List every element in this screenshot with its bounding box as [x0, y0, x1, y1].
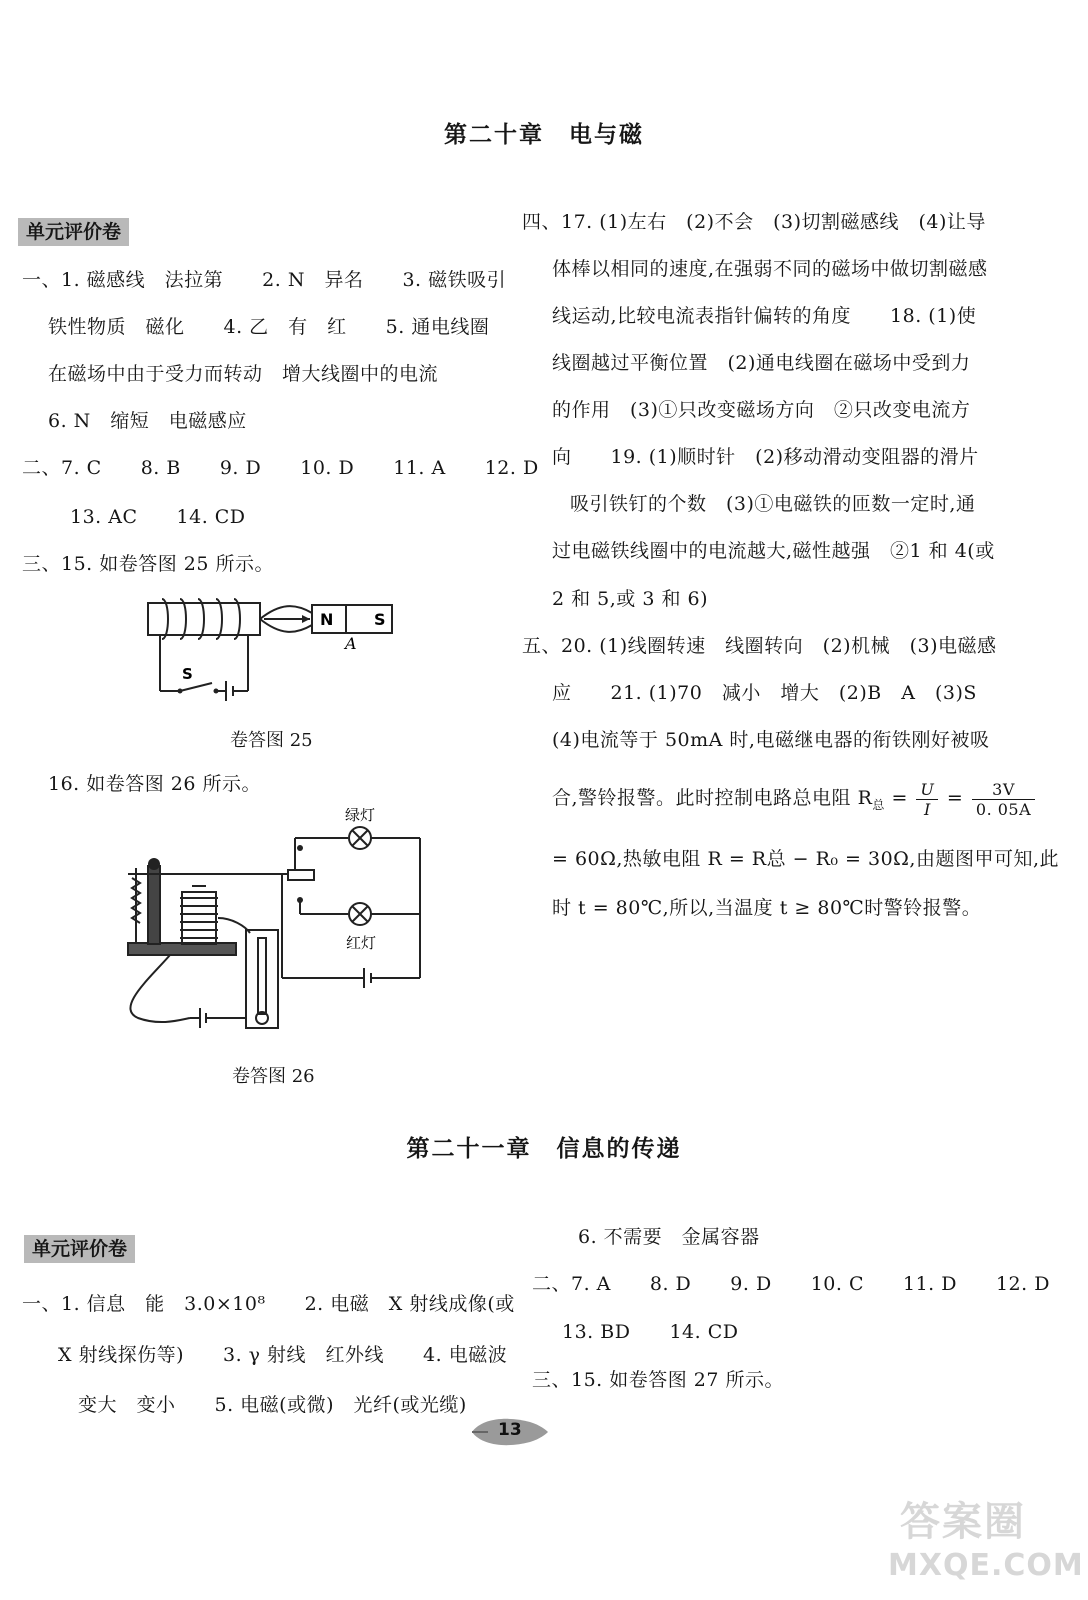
formula-line: 合,警铃报警。此时控制电路总电阻 $R_总$ = $\frac{U}{I}$ = $\frac{3V}{0. 05A}$ — [552, 775, 1037, 828]
answer-line: = 60Ω,热敏电阻 R = R总 − R₀ = 30Ω,由题图甲可知,此 — [552, 848, 1060, 870]
answer-line: 变大 变小 5. 电磁(或微) 光纤(或光缆) — [78, 1394, 467, 1416]
answer-line: 四、17. (1)左右 (2)不会 (3)切割磁感线 (4)让导 — [522, 211, 986, 233]
answer-line: 13. AC 14. CD — [70, 506, 246, 528]
switch-label: S — [182, 665, 193, 683]
answer-line: 向 19. (1)顺时针 (2)移动滑动变阻器的滑片 — [552, 446, 979, 468]
answer-line: 吸引铁钉的个数 (3)①电磁铁的匝数一定时,通 — [570, 493, 976, 515]
answer-line: 6. N 缩短 电磁感应 — [48, 410, 247, 432]
answer-line: 线运动,比较电流表指针偏转的角度 18. (1)使 — [552, 305, 977, 327]
answer-line: 16. 如卷答图 26 所示。 — [48, 773, 262, 795]
answer-line: (4)电流等于 50mA 时,电磁继电器的衔铁刚好被吸 — [552, 729, 990, 751]
answer-line: 二、7. C 8. B 9. D 10. D 11. A 12. D — [22, 457, 539, 479]
unit-evaluation-badge: 单元评价卷 — [24, 1235, 135, 1263]
unit-evaluation-badge: 单元评价卷 — [18, 218, 129, 246]
answer-line: X 射线探伤等) 3. γ 射线 红外线 4. 电磁波 — [58, 1344, 508, 1366]
answer-line: 铁性物质 磁化 4. 乙 有 红 5. 通电线圈 — [48, 316, 490, 338]
watermark-url: MXQE.COM — [888, 1548, 1084, 1583]
green-light-label: 绿灯 — [345, 808, 376, 824]
answer-line: 体棒以相同的速度,在强弱不同的磁场中做切割磁感 — [552, 258, 988, 280]
answer-line: 三、15. 如卷答图 27 所示。 — [532, 1369, 785, 1391]
answer-line: 三、15. 如卷答图 25 所示。 — [22, 553, 275, 575]
answer-line: 一、1. 信息 能 3.0×10⁸ 2. 电磁 X 射线成像(或 — [22, 1293, 515, 1315]
answer-line: 过电磁铁线圈中的电流越大,磁性越强 ②1 和 4(或 — [552, 540, 995, 562]
page-number-badge — [468, 1416, 550, 1446]
answer-line: 二、7. A 8. D 9. D 10. C 11. D 12. D — [532, 1273, 1050, 1295]
answer-line: 时 t = 80℃,所以,当温度 t ≥ 80℃时警铃报警。 — [552, 897, 982, 919]
answer-line: 13. BD 14. CD — [562, 1321, 739, 1343]
answer-line: 6. 不需要 金属容器 — [578, 1226, 760, 1248]
figure-26-relay-alarm-circuit — [120, 808, 440, 1053]
point-a-label: A — [345, 634, 357, 653]
answer-line: 应 21. (1)70 减小 增大 (2)B A (3)S — [552, 682, 977, 704]
answer-line: 在磁场中由于受力而转动 增大线圈中的电流 — [48, 363, 439, 385]
answer-line: 线圈越过平衡位置 (2)通电线圈在磁场中受到力 — [552, 352, 971, 374]
answer-line: 的作用 (3)①只改变磁场方向 ②只改变电流方 — [552, 399, 971, 421]
chapter-20-title: 第二十章 电与磁 — [444, 122, 644, 148]
answer-line: 一、1. 磁感线 法拉第 2. N 异名 3. 磁铁吸引 — [22, 269, 507, 291]
figure-26-caption: 卷答图 26 — [232, 1066, 315, 1087]
figure-25-caption: 卷答图 25 — [230, 730, 313, 751]
figure-25-solenoid-circuit — [140, 595, 410, 705]
magnet-n-label: N — [320, 610, 334, 629]
red-light-label: 红灯 — [346, 934, 377, 952]
chapter-21-title: 第二十一章 信息的传递 — [406, 1136, 682, 1162]
watermark-logo: 答案圈 — [900, 1499, 1026, 1545]
magnet-s-label: S — [374, 610, 386, 629]
answer-line: 五、20. (1)线圈转速 线圈转向 (2)机械 (3)电磁感 — [522, 635, 997, 657]
answer-line: 2 和 5,或 3 和 6) — [552, 588, 709, 610]
page-number: 13 — [498, 1420, 522, 1440]
